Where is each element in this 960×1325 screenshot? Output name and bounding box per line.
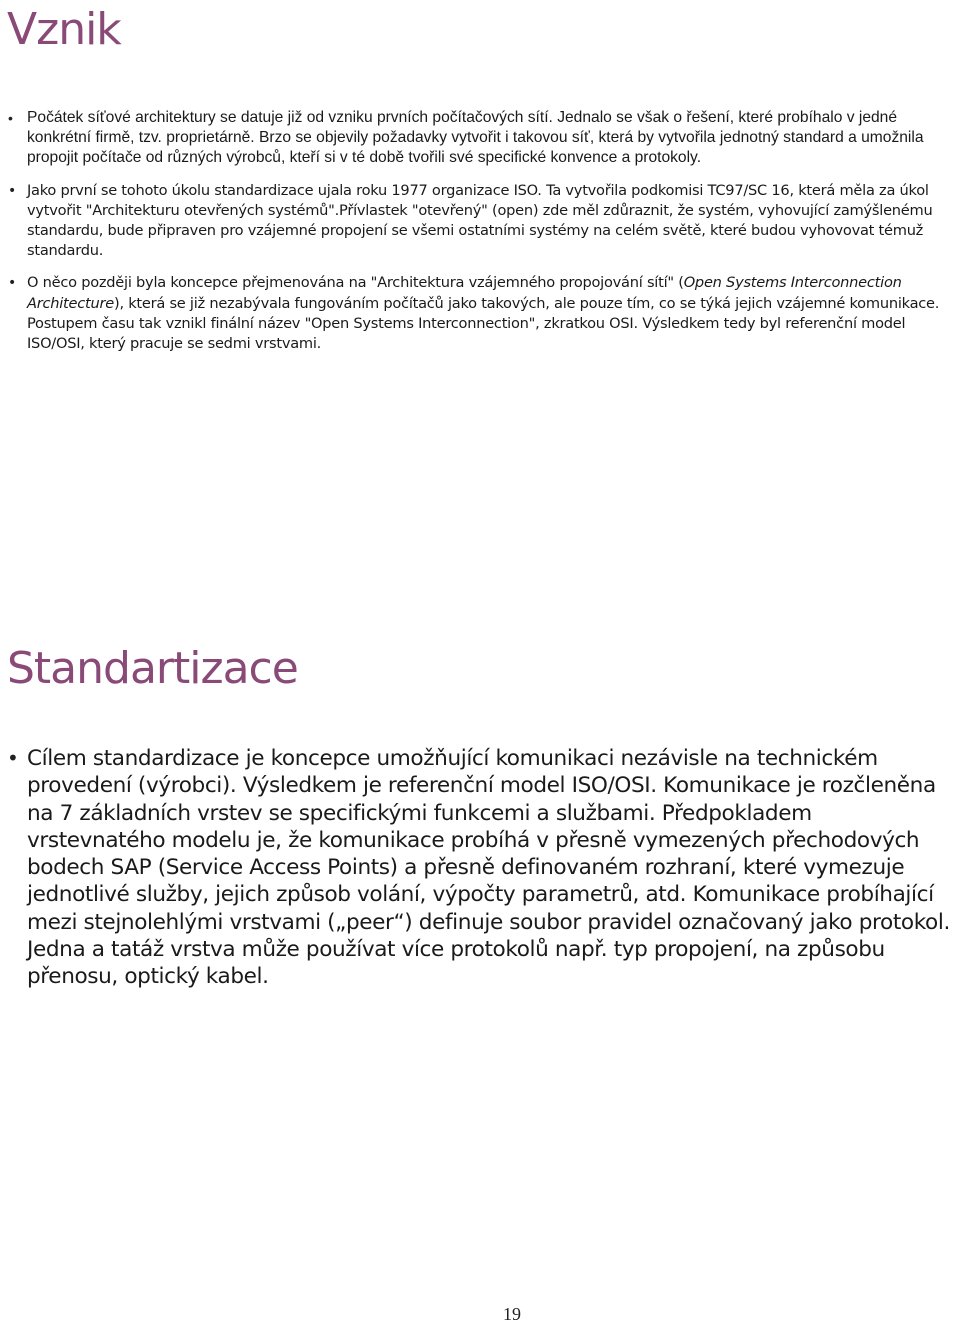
standartizace-bullet-list [0,745,955,991]
vznik-bullet-list [0,108,955,366]
bullet-text-start: O něco později byla koncepce přejmenována na "Architektura vzájemného propojování sítí" ( [27,274,684,292]
bullet-icon: • [8,110,13,126]
section-title-vznik: Vznik [7,4,121,55]
list-item [0,273,955,354]
bullet-text: Jako první se tohoto úkolu standardizace ujala roku 1977 organizace ISO. Ta vytvořila podkomisi TC97/SC 16, která měla za úkol vytvořit "Architekturu otevřených systémů".Přívlastek "otevřený" (open) zde měl zdůraznit, že systém, vyhovující zamýšlenému standardu, bude připraven pro vzájemné propojení se všemi ostatními systémy na celém světě, které budou vyhovovat témuž standardu. [27,181,933,260]
list-item [0,181,955,262]
bullet-icon: • [8,275,17,292]
bullet-text-italic: Open Systems Interconnection Architecture [27,274,902,312]
section-title-standartizace: Standartizace [7,643,298,694]
bullet-text: Počátek síťové architektury se datuje již od vzniku prvních počítačových sítí. Jednalo se však o řešení, které probíhalo v jedné konkrétní firmě, tzv. proprietárně. Brzo se objevily požadavky vytvořit i takovou síť, která by vytvořila jednotný standard a umožnila propojit počítače od různých výrobců, kteří si v té době tvořili své specifické konvence a protokoly. [27,109,924,167]
bullet-text-end: ), která se již nezabývala fungováním počítačů jako takových, ale pouze tím, co se týká jejich vzájemné komunikace. Postupem času tak vznikl finální název "Open Systems Interconnection", zkratkou OSI. Výsledkem tedy byl referenční model ISO/OSI, který pracuje se sedmi vrstvami. [27,294,940,353]
bullet-icon: • [7,746,19,770]
bullet-icon: • [8,182,17,199]
page-number: 19 [503,1304,521,1324]
list-item [0,745,955,991]
bullet-text: Cílem standardizace je koncepce umožňující komunikaci nezávisle na technickém provedení (výrobci). Výsledkem je referenční model ISO/OSI. Komunikace je rozčleněna na 7 základních vrstev se specifickými funkcemi a službami. Předpokladem vrstevnatého modelu je, že komunikace probíhá v přesně vymezených přechodových bodech SAP (Service Access Points) a přesně definovaném rozhraní, které vymezuje jednotlivé služby, jejich způsob volání, výpočty parametrů, atd. Komunikace probíhající mezi stejnolehlými vrstvami („peer“) definuje soubor pravidel označovaný jako protokol. Jedna a tatáž vrstva může používat více protokolů např. typ propojení, na způsobu přenosu, optický kabel. [27,746,950,990]
list-item [0,108,955,169]
